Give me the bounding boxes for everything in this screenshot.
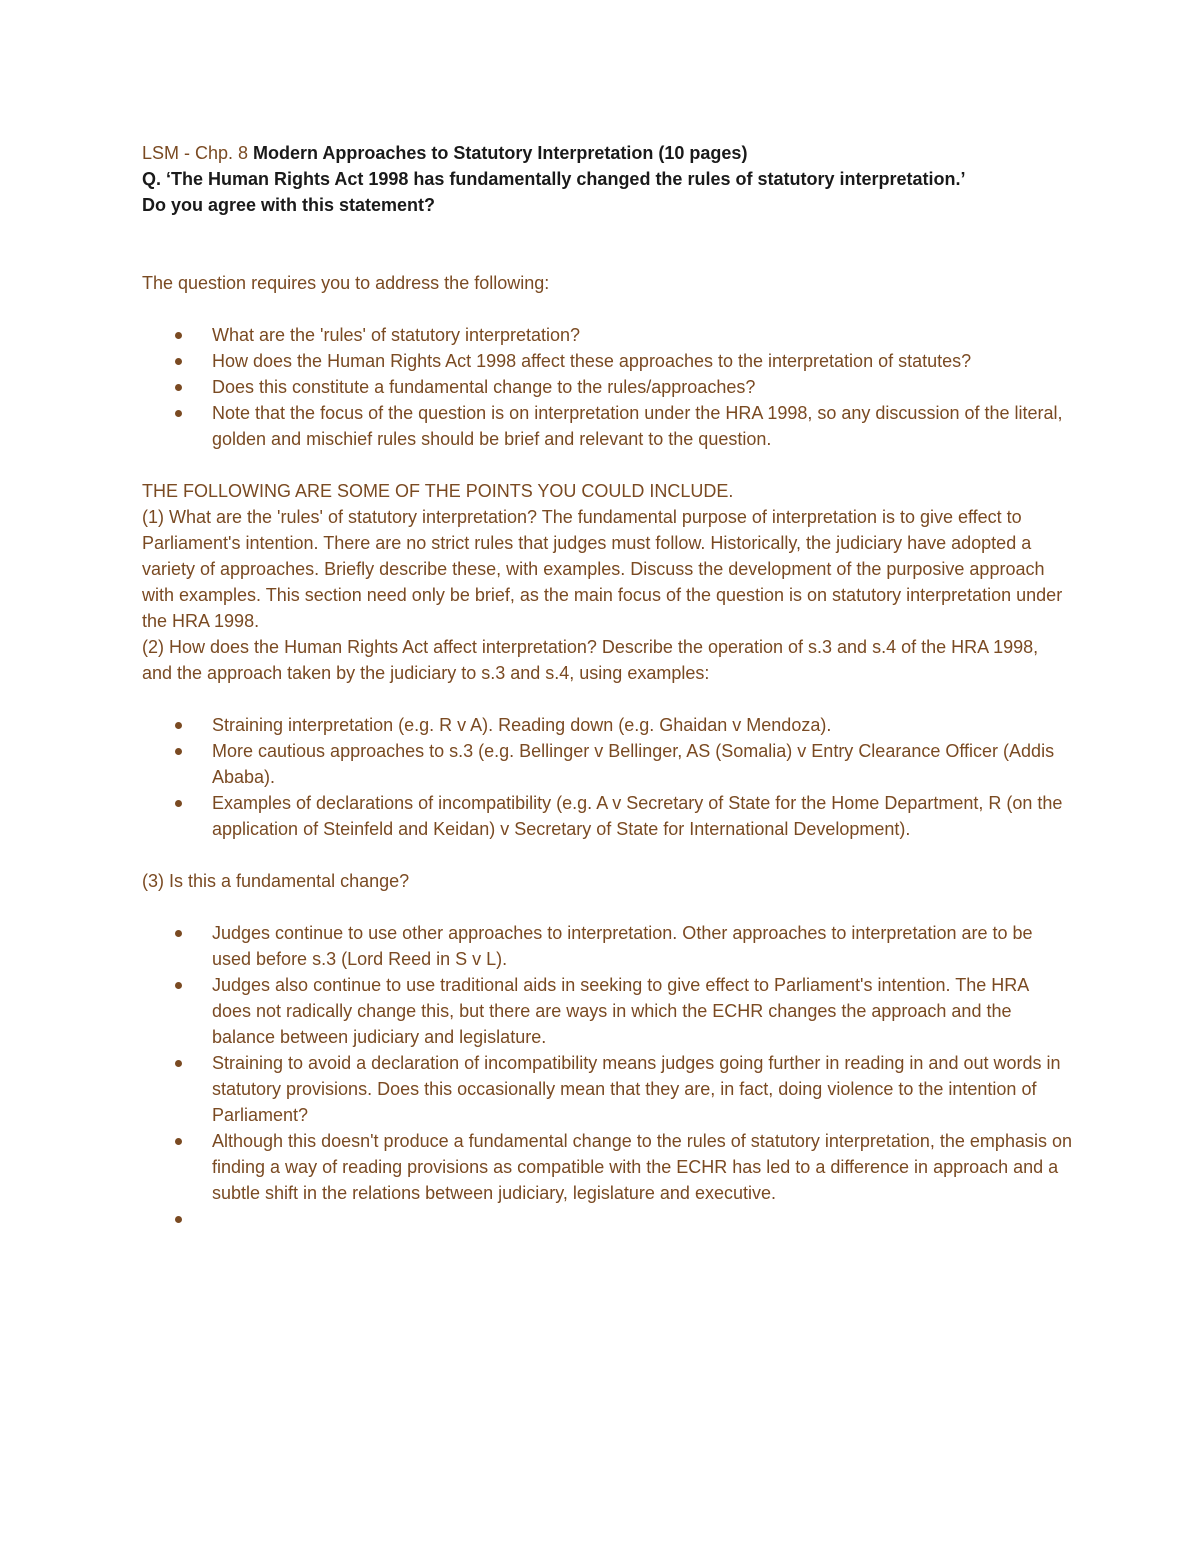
points-heading: THE FOLLOWING ARE SOME OF THE POINTS YOU COULD INCLUDE. <box>142 481 734 501</box>
list-item: Judges also continue to use traditional aids in seeking to give effect to Parliament's intention. The HRA does not radically change this, but there are ways in which the ECHR changes the approach and the balance between judiciary and legislature. <box>142 972 1072 1050</box>
list-item: Does this constitute a fundamental change to the rules/approaches? <box>142 374 1072 400</box>
bullet-icon <box>175 748 182 755</box>
bullet-icon <box>175 384 182 391</box>
document-page <box>142 140 1072 1232</box>
document-title: Modern Approaches to Statutory Interpretation (10 pages) <box>253 143 748 163</box>
bullet-icon <box>175 1216 182 1223</box>
list-item: Straining to avoid a declaration of incompatibility means judges going further in reading in and out words in statutory provisions. Does this occasionally mean that they are, in fact, doing violence to the intention of Parliament? <box>142 1050 1072 1128</box>
list-item: Note that the focus of the question is on interpretation under the HRA 1998, so any discussion of the literal, golden and mischief rules should be brief and relevant to the question. <box>142 400 1072 452</box>
bullet-icon <box>175 332 182 339</box>
bullet-icon <box>175 358 182 365</box>
document-header <box>142 140 1072 166</box>
intro-list <box>142 322 1072 452</box>
question-line-1: Q. ‘The Human Rights Act 1998 has fundamentally changed the rules of statutory interpretation.’ <box>142 169 966 189</box>
bullet-icon <box>175 800 182 807</box>
section-3-list <box>142 920 1072 1232</box>
list-item-empty <box>142 1206 1072 1232</box>
bullet-icon <box>175 722 182 729</box>
bullet-icon <box>175 410 182 417</box>
section-3-heading: (3) Is this a fundamental change? <box>142 871 410 891</box>
section-2-list <box>142 712 1072 842</box>
header-prefix: LSM - Chp. 8 <box>142 143 254 163</box>
question-line-2: Do you agree with this statement? <box>142 195 436 215</box>
list-item: Examples of declarations of incompatibility (e.g. A v Secretary of State for the Home Department, R (on the application of Steinfeld and Keidan) v Secretary of State for International Development). <box>142 790 1072 842</box>
list-item: How does the Human Rights Act 1998 affect these approaches to the interpretation of statutes? <box>142 348 1072 374</box>
list-item: Straining interpretation (e.g. R v A). Reading down (e.g. Ghaidan v Mendoza). <box>142 712 1072 738</box>
bullet-icon <box>175 1060 182 1067</box>
list-item: Judges continue to use other approaches to interpretation. Other approaches to interpretation are to be used before s.3 (Lord Reed in S v L). <box>142 920 1072 972</box>
list-item: More cautious approaches to s.3 (e.g. Bellinger v Bellinger, AS (Somalia) v Entry Clearance Officer (Addis Ababa). <box>142 738 1072 790</box>
list-item: Although this doesn't produce a fundamental change to the rules of statutory interpretation, the emphasis on finding a way of reading provisions as compatible with the ECHR has led to a difference in approach and a subtle shift in the relations between judiciary, legislature and executive. <box>142 1128 1072 1206</box>
bullet-icon <box>175 1138 182 1145</box>
bullet-icon <box>175 982 182 989</box>
bullet-icon <box>175 930 182 937</box>
list-item: What are the 'rules' of statutory interpretation? <box>142 322 1072 348</box>
intro-text: The question requires you to address the following: <box>142 273 550 293</box>
section-2-text: (2) How does the Human Rights Act affect interpretation? Describe the operation of s.3 and s.4 of the HRA 1998, and the approach taken by the judiciary to s.3 and s.4, using examples: <box>142 637 1039 683</box>
section-1-text: (1) What are the 'rules' of statutory interpretation? The fundamental purpose of interpretation is to give effect to Parliament's intention. There are no strict rules that judges must follow. Historically, the judiciary have adopted a variety of approaches. Briefly describe these, with examples. Discuss the development of the purposive approach with examples. This section need only be brief, as the main focus of the question is on statutory interpretation under the HRA 1998. <box>142 507 1063 631</box>
